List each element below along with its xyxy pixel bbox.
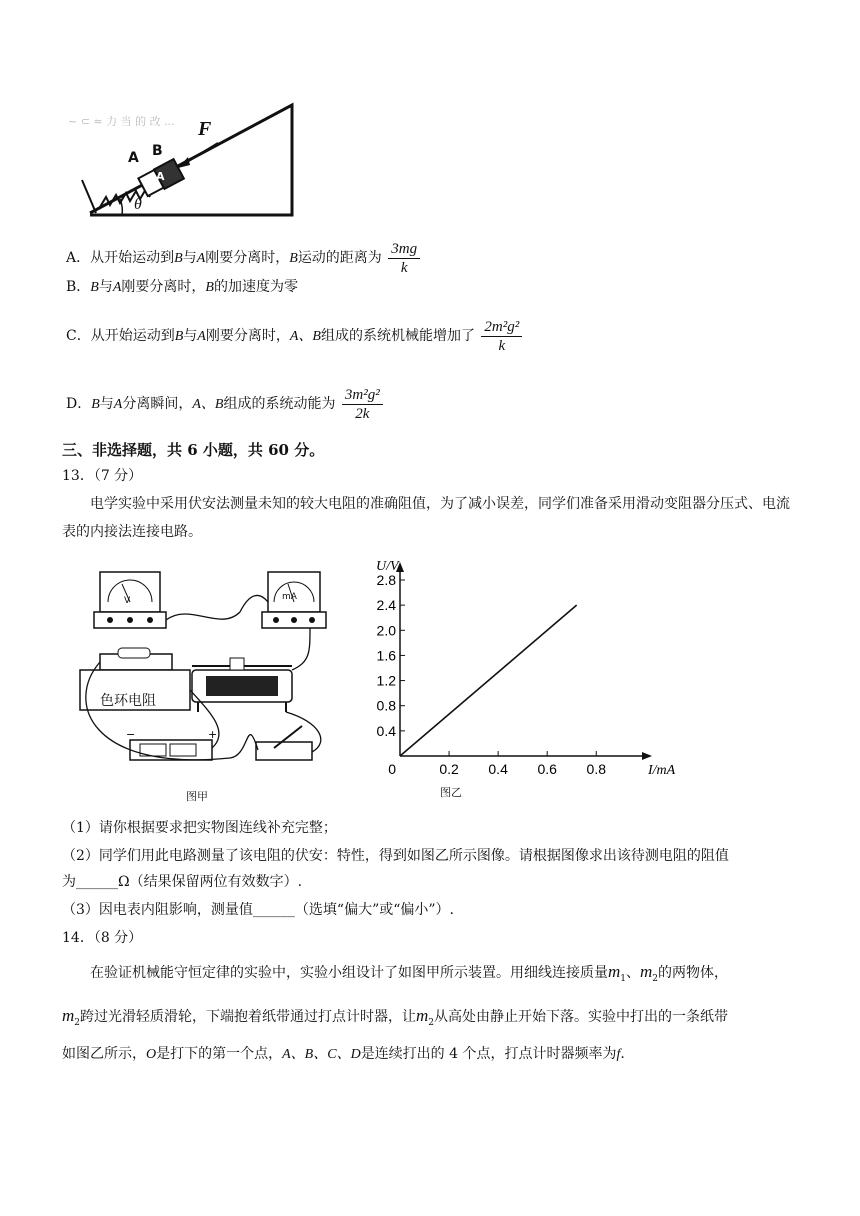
incline-figure: [60, 95, 300, 225]
voltmeter-label: V: [124, 596, 131, 606]
x-axis-label: I/mA: [648, 763, 676, 778]
svg-text:−: −: [126, 728, 136, 741]
rheostat: [192, 658, 292, 712]
x-tick-label: 0.8: [586, 761, 607, 777]
series-line: [400, 605, 577, 756]
q13-sub1: （1）请你根据要求把实物图连线补充完整；: [62, 820, 337, 836]
y-tick-label: 0.4: [376, 722, 396, 739]
q14-number: 14．（8 分）: [62, 930, 143, 946]
q13-sub3: （3）因电表内阻影响，测量值______（选填“偏大”或“偏小”）.: [62, 902, 454, 918]
q14-line1: 在验证机械能守恒定律的实验中，实验小组设计了如图甲所示装置。用细线连接质量$m_1$、$m_2$的两物体，: [90, 962, 729, 984]
y-tick-label: 2.4: [376, 597, 396, 614]
label-F: F: [198, 118, 212, 140]
fig-jia-caption: 图甲: [186, 790, 208, 803]
q14-line2: $m_2$跨过光滑轻质滑轮，下端抱着纸带通过打点计时器，让$m_2$从高处由静止开始下落。实验中打出的一条纸带: [62, 1006, 729, 1028]
fraction-2m2g2-k: $\frac{\text{2m²g²}}{k}$: [481, 318, 522, 355]
fraction-3m2g2-2k: $\frac{\text{3m²g²}}{2k}$: [342, 386, 383, 423]
option-d: D．B与A分离瞬间，A、B组成的系统动能为 $\frac{\text{3m²g²}}{2k}$: [66, 384, 383, 425]
y-tick-label: 1.6: [376, 647, 396, 664]
label-B: B: [152, 143, 163, 159]
q14-line3: 如图乙所示，O是打下的第一个点，A、B、C、D是连续打出的 4 个点，打点计时器频率为f.: [62, 1046, 625, 1062]
svg-text:~ ⊂ ≈ 力 当 的 改 ...: ~ ⊂ ≈ 力 当 的 改 ...: [68, 115, 175, 128]
fig-yi-caption: 图乙: [440, 786, 462, 799]
resistor-label: 色环电阻: [100, 693, 156, 709]
q13-body: 电学实验中采用伏安法测量未知的较大电阻的准确阻值，为了减小误差，同学们准备采用滑动变阻器分压式、电流表的内接法连接电路。: [62, 496, 790, 540]
x-tick-label: 0.4: [488, 761, 508, 777]
q13-sub2b: 为______Ω（结果保留两位有效数字）.: [62, 874, 303, 890]
y-tick-label: 1.2: [376, 672, 396, 689]
label-A: A: [128, 150, 139, 166]
y-tick-label: 2.8: [376, 572, 396, 588]
label-A-block: A: [156, 170, 165, 183]
fraction-3mg-k: $\frac{3mg}{k}$: [388, 240, 420, 277]
x-tick-label: 0.6: [537, 761, 557, 777]
q13-sub2a: （2）同学们用此电路测量了该电阻的伏安：特性，得到如图乙所示图像。请根据图像求出该待测电阻的阻值: [62, 848, 729, 864]
label-theta: θ: [134, 196, 142, 213]
origin-label: 0: [388, 761, 396, 777]
battery: [126, 728, 217, 760]
section-heading: 三、非选择题，共 6 小题，共 60 分。: [62, 441, 325, 459]
ui-chart: [360, 556, 676, 790]
switch: [256, 726, 312, 760]
ammeter-label: mA: [282, 592, 297, 602]
q13-number: 13．（7 分）: [62, 468, 143, 484]
option-b: B．B与A刚要分离时，B的加速度为零: [66, 279, 298, 295]
option-c: C．从开始运动到B与A刚要分离时，A、B组成的系统机械能增加了 $\frac{\text{2m²g²}}{k}$: [66, 316, 522, 357]
x-tick-label: 0.2: [439, 761, 459, 777]
option-a: A．从开始运动到B与A刚要分离时，B运动的距离为 $\frac{3mg}{k}$: [66, 238, 420, 279]
y-axis-label: U/V: [376, 559, 399, 574]
y-tick-label: 0.8: [376, 697, 396, 714]
svg-text:+: +: [208, 728, 218, 741]
x-axis-arrow: [642, 752, 652, 760]
y-tick-label: 2.0: [376, 622, 396, 639]
